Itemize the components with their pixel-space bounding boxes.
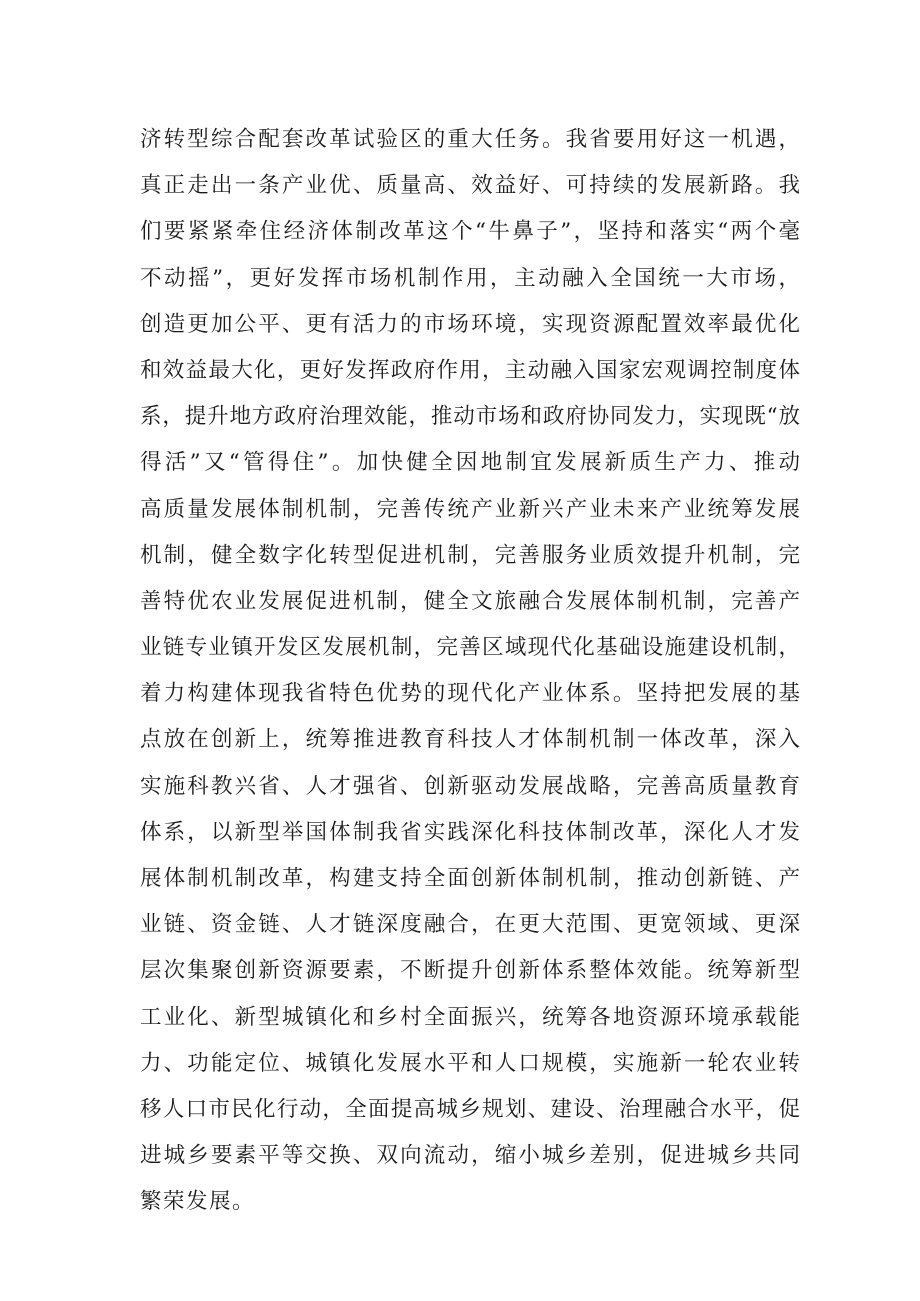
- text-line-19: 层次集聚创新资源要素，不断提升创新体系整体效能。统筹新型: [140, 958, 800, 984]
- text-line-21: 力、功能定位、城镇化发展水平和人口规模，实施新一轮农业转: [140, 1050, 800, 1076]
- text-line-17: 展体制机制改革，构建支持全面创新体制机制，推动创新链、产: [140, 866, 800, 891]
- text-line-24: 繁荣发展。: [140, 1189, 256, 1215]
- body-paragraph: [140, 117, 800, 1226]
- text-line-13: 着力构建体现我省特色优势的现代化产业体系。坚持把发展的基: [140, 681, 800, 707]
- text-line-10: 机制，健全数字化转型促进机制，完善服务业质效提升机制，完: [140, 542, 800, 568]
- text-line-9: 高质量发展体制机制，完善传统产业新兴产业未来产业统筹发展: [140, 496, 800, 522]
- text-line-4: 不动摇”，更好发挥市场机制作用，主动融入全国统一大市场，: [140, 265, 800, 291]
- text-line-23: 进城乡要素平等交换、双向流动，缩小城乡差别，促进城乡共同: [140, 1143, 800, 1169]
- text-line-16: 体系，以新型举国体制我省实践深化科技体制改革，深化人才发: [140, 819, 800, 845]
- text-line-11: 善特优农业发展促进机制，健全文旅融合发展体制机制，完善产: [140, 588, 800, 614]
- text-line-5: 创造更加公平、更有活力的市场环境，实现资源配置效率最优化: [140, 311, 800, 337]
- text-line-20: 工业化、新型城镇化和乡村全面振兴，统筹各地资源环境承载能: [140, 1004, 800, 1030]
- text-line-1: 济转型综合配套改革试验区的重大任务。我省要用好这一机遇，: [140, 127, 800, 152]
- text-line-12: 业链专业镇开发区发展机制，完善区域现代化基础设施建设机制，: [140, 635, 800, 661]
- text-line-3: 们要紧紧牵住经济体制改革这个“牛鼻子”，坚持和落实“两个毫: [140, 219, 800, 245]
- text-line-2: 真正走出一条产业优、质量高、效益好、可持续的发展新路。我: [140, 173, 800, 199]
- text-line-18: 业链、资金链、人才链深度融合，在更大范围、更宽领域、更深: [140, 912, 800, 938]
- text-line-8: 得活”又“管得住”。加快健全因地制宜发展新质生产力、推动: [140, 450, 800, 476]
- text-line-6: 和效益最大化，更好发挥政府作用，主动融入国家宏观调控制度体: [140, 357, 800, 383]
- text-line-7: 系，提升地方政府治理效能，推动市场和政府协同发力，实现既“放: [140, 404, 800, 430]
- text-line-15: 实施科教兴省、人才强省、创新驱动发展战略，完善高质量教育: [140, 773, 800, 799]
- text-line-22: 移人口市民化行动，全面提高城乡规划、建设、治理融合水平，促: [140, 1096, 800, 1122]
- text-line-14: 点放在创新上，统筹推进教育科技人才体制机制一体改革，深入: [140, 727, 800, 753]
